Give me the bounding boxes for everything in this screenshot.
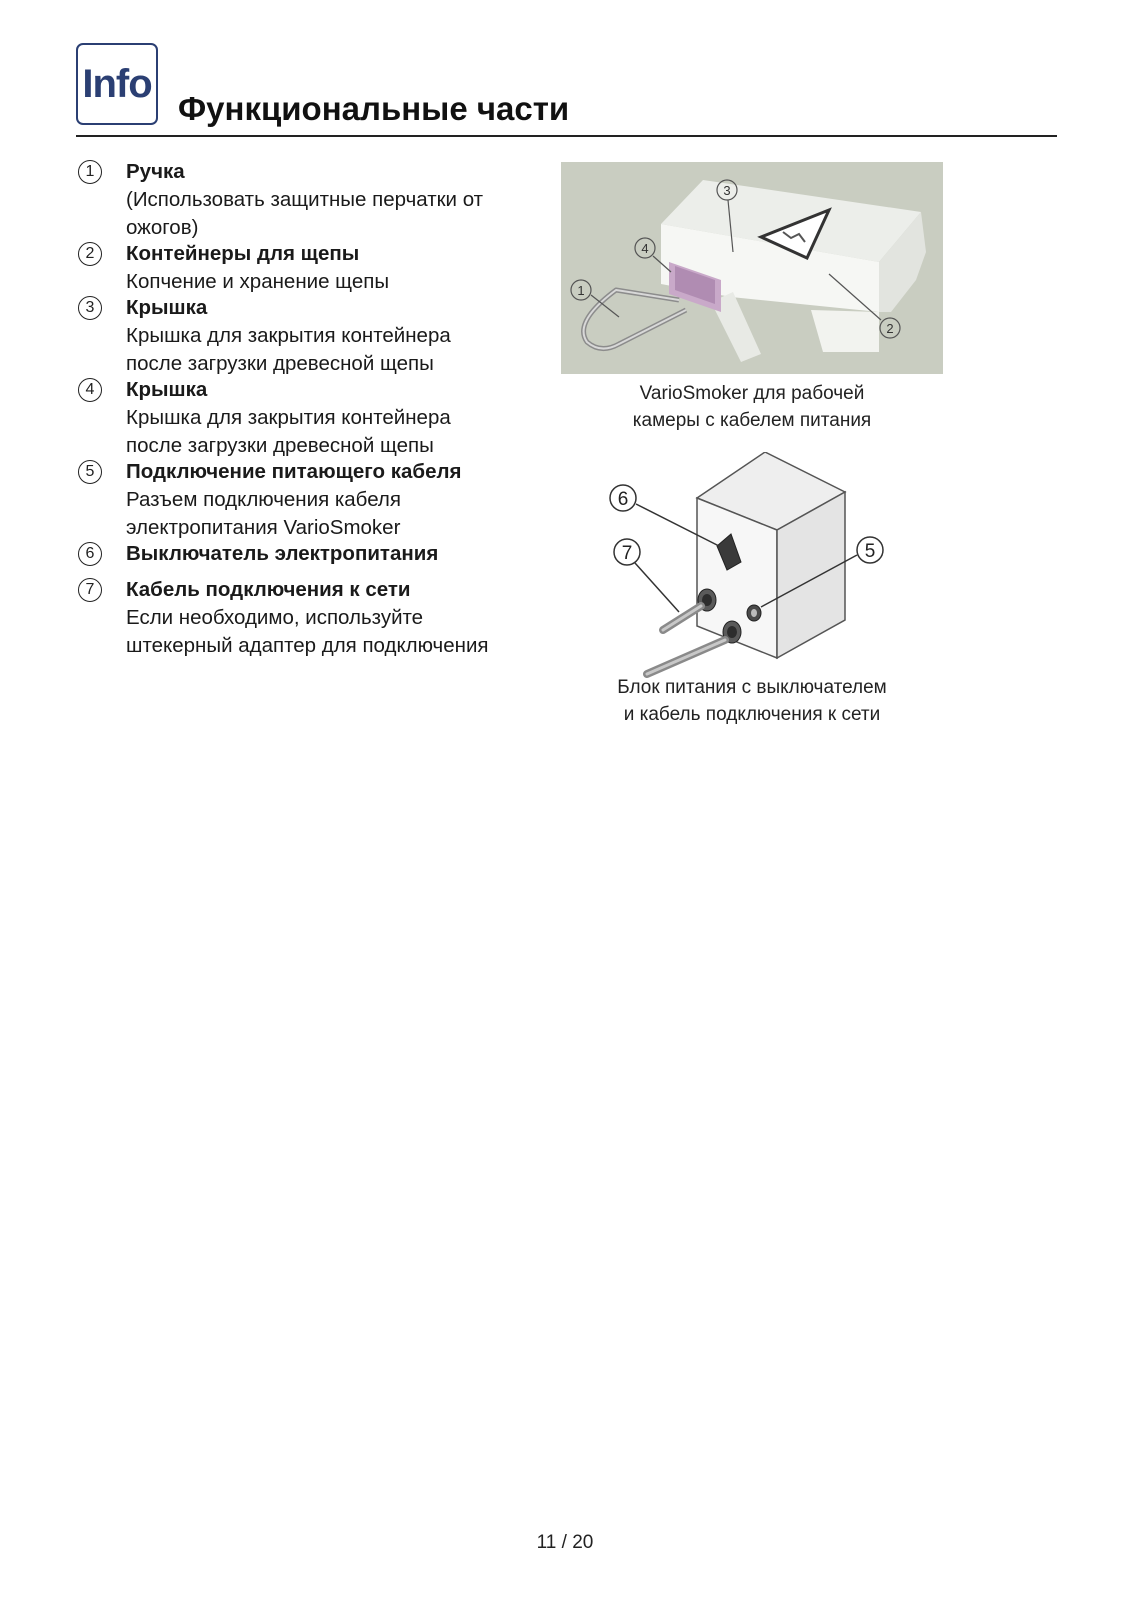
part-item-1 bbox=[78, 158, 548, 242]
part-title: Крышка bbox=[126, 378, 208, 401]
part-title: Крышка bbox=[126, 296, 208, 319]
part-title: Подключение питающего кабеля bbox=[126, 460, 462, 483]
caption-line: Блок питания с выключателем bbox=[617, 677, 887, 698]
variosmoker-illustration bbox=[561, 162, 943, 374]
page-title: Функциональные части bbox=[178, 90, 570, 127]
part-item-7 bbox=[78, 576, 548, 660]
callout-label: 7 bbox=[621, 543, 633, 564]
part-item-3 bbox=[78, 294, 548, 378]
page-number: 11 / 20 bbox=[536, 1532, 594, 1553]
part-item-2 bbox=[78, 240, 548, 296]
part-description-line: ожогов) bbox=[126, 216, 199, 239]
power-unit-illustration bbox=[605, 452, 915, 682]
part-number-badge: 1 bbox=[78, 160, 102, 184]
part-description-line: после загрузки древесной щепы bbox=[126, 434, 434, 457]
callout-label: 1 bbox=[577, 283, 585, 298]
part-description-line: электропитания VarioSmoker bbox=[126, 516, 401, 539]
part-title: Ручка bbox=[126, 160, 185, 183]
part-title: Кабель подключения к сети bbox=[126, 578, 411, 601]
smoker-caption bbox=[561, 380, 943, 434]
part-description-line: после загрузки древесной щепы bbox=[126, 352, 434, 375]
caption-line: камеры с кабелем питания bbox=[632, 410, 872, 431]
part-title: Контейнеры для щепы bbox=[126, 242, 360, 265]
part-description-line: Разъем подключения кабеля bbox=[126, 488, 401, 511]
callout-label: 5 bbox=[864, 541, 876, 562]
part-number-badge: 7 bbox=[78, 578, 102, 602]
title-divider bbox=[76, 135, 1057, 137]
part-description-line: Копчение и хранение щепы bbox=[126, 270, 390, 293]
info-icon bbox=[76, 43, 158, 125]
part-item-5 bbox=[78, 458, 548, 542]
caption-line: и кабель подключения к сети bbox=[623, 704, 881, 725]
callout-label: 6 bbox=[617, 489, 629, 510]
part-description-line: (Использовать защитные перчатки от bbox=[126, 188, 484, 211]
part-description-line: Если необходимо, используйте bbox=[126, 606, 424, 629]
callout-label: 3 bbox=[723, 183, 731, 198]
part-description-line: Крышка для закрытия контейнера bbox=[126, 324, 451, 347]
callout-label: 4 bbox=[641, 241, 649, 256]
part-number-badge: 2 bbox=[78, 242, 102, 266]
info-badge-label: Info bbox=[82, 61, 152, 106]
part-description-line: штекерный адаптер для подключения bbox=[126, 634, 489, 657]
part-number-badge: 4 bbox=[78, 378, 102, 402]
part-number-badge: 3 bbox=[78, 296, 102, 320]
part-number-badge: 5 bbox=[78, 460, 102, 484]
part-description-line: Крышка для закрытия контейнера bbox=[126, 406, 451, 429]
part-title: Выключатель электропитания bbox=[126, 542, 439, 565]
power-unit-caption bbox=[561, 674, 943, 728]
part-item-4 bbox=[78, 376, 548, 460]
part-number-badge: 6 bbox=[78, 542, 102, 566]
callout-label: 2 bbox=[886, 321, 894, 336]
part-item-6 bbox=[78, 540, 548, 568]
caption-line: VarioSmoker для рабочей bbox=[639, 383, 865, 404]
